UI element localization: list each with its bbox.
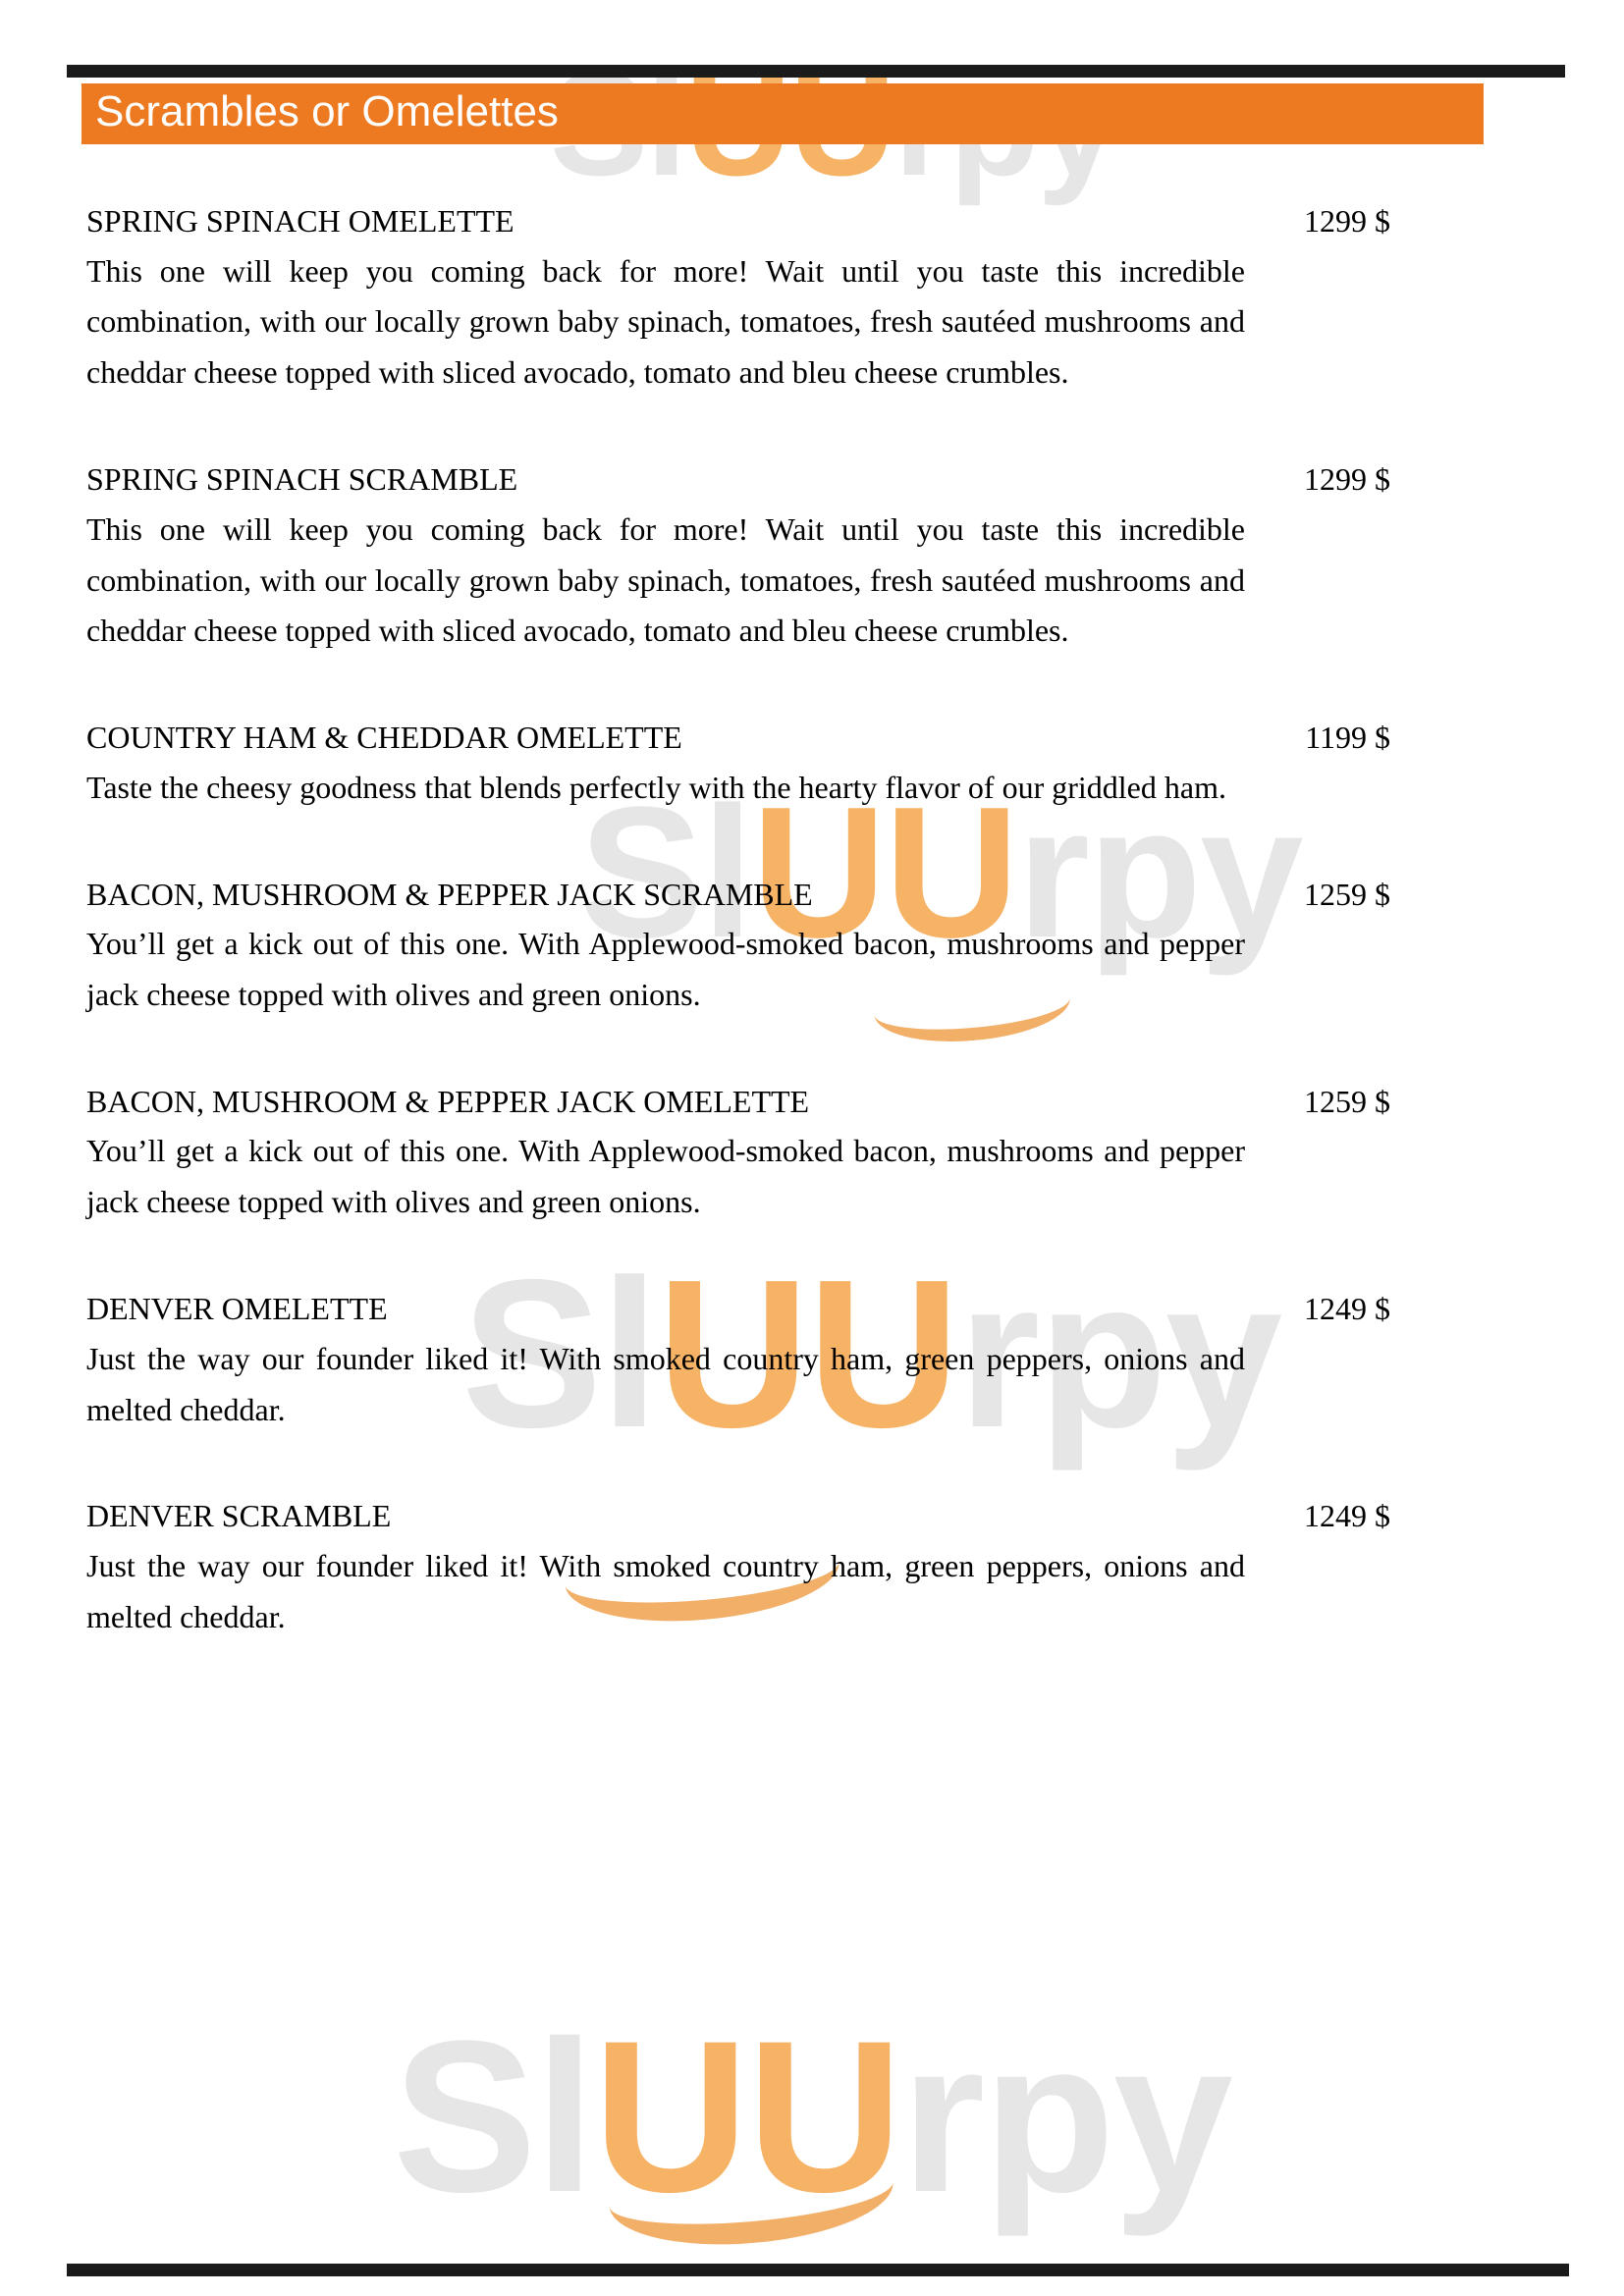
item-price: 1199 $ — [1305, 720, 1390, 756]
watermark-text: rpy — [957, 1235, 1281, 1471]
menu-item — [86, 459, 1392, 657]
watermark-text: UU — [657, 1235, 958, 1471]
item-price: 1249 $ — [1304, 1291, 1390, 1327]
top-divider — [67, 65, 1565, 78]
menu-list — [86, 201, 1392, 1704]
watermark-text: Sl — [461, 1235, 658, 1471]
section-title: Scrambles or Omelettes — [95, 87, 559, 135]
item-price: 1259 $ — [1304, 876, 1390, 912]
item-name: BACON, MUSHROOM & PEPPER JACK SCRAMBLE — [86, 876, 813, 912]
menu-item — [86, 1289, 1392, 1435]
item-description: Just the way our founder liked it! With smoked country ham, green peppers, onions and melted cheddar. — [86, 1340, 1245, 1427]
menu-item-header — [86, 1082, 1392, 1123]
bottom-divider — [67, 2264, 1569, 2276]
menu-item-header — [86, 201, 1392, 242]
menu-item-header — [86, 1289, 1392, 1330]
menu-item-header — [86, 459, 1392, 501]
item-description: Taste the cheesy goodness that blends perfectly with the hearty flavor of our griddled ham. — [86, 769, 1226, 805]
watermark-text: UU — [592, 1996, 901, 2237]
item-name: DENVER SCRAMBLE — [86, 1498, 392, 1534]
item-name: SPRING SPINACH SCRAMBLE — [86, 461, 518, 498]
item-name: DENVER OMELETTE — [86, 1291, 388, 1327]
item-price: 1259 $ — [1304, 1083, 1390, 1119]
watermark-text: Sl — [393, 1996, 593, 2237]
menu-item — [86, 1496, 1392, 1642]
watermark-text: Sl — [579, 769, 752, 977]
watermark-text: rpy — [900, 1996, 1231, 2237]
menu-item-header — [86, 1496, 1392, 1537]
item-name: BACON, MUSHROOM & PEPPER JACK OMELETTE — [86, 1083, 810, 1119]
item-name: SPRING SPINACH OMELETTE — [86, 203, 514, 239]
item-price: 1299 $ — [1304, 203, 1390, 239]
item-description: This one will keep you coming back for more! Wait until you taste this incredible combination, with our locally grown baby spinach, tomatoes, fresh sautéed mushrooms and cheddar cheese topped with sliced avocado, tomato and bleu cheese crumbles. — [86, 510, 1245, 649]
menu-item — [86, 201, 1392, 399]
menu-item — [86, 718, 1392, 813]
menu-item-header — [86, 718, 1392, 759]
item-name: COUNTRY HAM & CHEDDAR OMELETTE — [86, 720, 682, 756]
menu-item — [86, 1082, 1392, 1228]
item-description: This one will keep you coming back for more! Wait until you taste this incredible combination, with our locally grown baby spinach, tomatoes, fresh sautéed mushrooms and cheddar cheese topped with sliced avocado, tomato and bleu cheese crumbles. — [86, 252, 1245, 391]
menu-item — [86, 875, 1392, 1021]
section-header — [81, 83, 1484, 144]
item-price: 1299 $ — [1304, 461, 1390, 498]
item-description: You’ll get a kick out of this one. With Applewood-smoked bacon, mushrooms and pepper jack cheese topped with olives and green onions. — [86, 926, 1245, 1012]
item-price: 1249 $ — [1304, 1498, 1390, 1534]
watermark-text: rpy — [1016, 769, 1302, 977]
item-description: You’ll get a kick out of this one. With Applewood-smoked bacon, mushrooms and pepper jack cheese topped with olives and green onions. — [86, 1133, 1245, 1220]
watermark-text: UU — [751, 769, 1017, 977]
menu-item-header — [86, 875, 1392, 916]
item-description: Just the way our founder liked it! With smoked country ham, green peppers, onions and melted cheddar. — [86, 1547, 1245, 1634]
